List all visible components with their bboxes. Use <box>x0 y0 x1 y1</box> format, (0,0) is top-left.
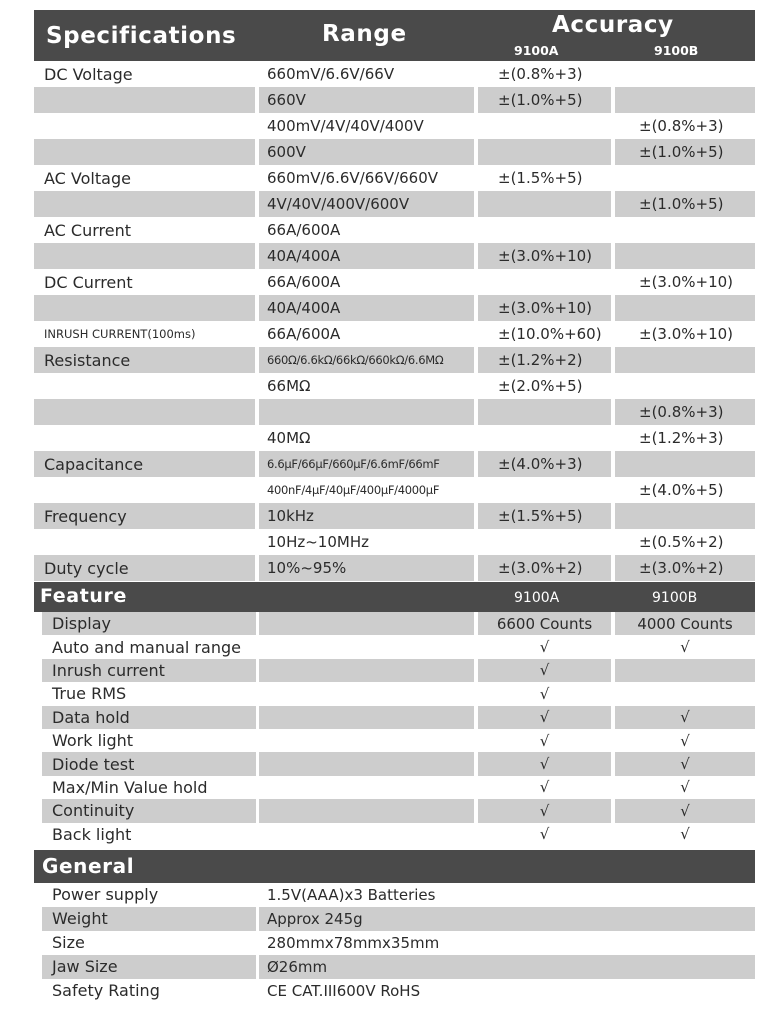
general-row <box>34 883 755 907</box>
spec-label <box>34 87 255 113</box>
feature-model-b: 9100B <box>652 590 698 606</box>
spec-range: 10kHz <box>259 503 474 529</box>
spec-label <box>34 295 255 321</box>
feature-heading: Feature <box>40 585 127 607</box>
accuracy-9100b <box>615 295 755 321</box>
accuracy-9100a <box>478 399 611 425</box>
model-b-heading: 9100B <box>654 43 699 58</box>
general-value: Approx 245g <box>259 907 755 931</box>
feature-row <box>34 776 755 799</box>
spec-row <box>34 61 755 87</box>
general-label: Weight <box>42 907 256 931</box>
accuracy-9100a: ±(1.0%+5) <box>478 87 611 113</box>
accuracy-9100b <box>615 503 755 529</box>
spec-table <box>34 61 755 581</box>
accuracy-9100a <box>478 477 611 503</box>
feature-9100b: √ <box>680 731 690 750</box>
accuracy-9100b: ±(1.0%+5) <box>615 139 755 165</box>
spec-row <box>34 217 755 243</box>
feature-label: Inrush current <box>42 659 256 682</box>
accuracy-9100b: ±(3.0%+10) <box>639 325 734 343</box>
accuracy-9100a: ±(0.8%+3) <box>498 65 583 83</box>
model-a-heading: 9100A <box>514 43 559 58</box>
spec-sheet <box>34 10 755 1003</box>
spec-row <box>34 321 755 347</box>
spec-row <box>34 295 755 321</box>
accuracy-9100a <box>478 269 611 295</box>
accuracy-9100b <box>615 451 755 477</box>
feature-row <box>34 823 755 846</box>
feature-row <box>34 612 755 635</box>
spec-row <box>34 477 755 503</box>
spec-range: 600V <box>259 139 474 165</box>
general-label: Jaw Size <box>42 955 256 979</box>
feature-9100a: √ <box>539 684 550 703</box>
spec-row <box>34 87 755 113</box>
spec-range: 660Ω/6.6kΩ/66kΩ/660kΩ/6.6MΩ <box>259 347 474 373</box>
feature-row <box>34 799 755 822</box>
accuracy-9100b <box>615 373 755 399</box>
accuracy-9100a <box>478 217 611 243</box>
spec-row <box>34 139 755 165</box>
accuracy-9100a: ±(3.0%+2) <box>478 555 611 581</box>
feature-row <box>34 659 755 682</box>
feature-9100a: √ <box>478 752 611 775</box>
accuracy-9100a: ±(3.0%+10) <box>478 243 611 269</box>
spec-label <box>34 529 255 555</box>
spec-label <box>34 243 255 269</box>
feature-9100b: √ <box>615 799 755 822</box>
feature-label: True RMS <box>52 684 127 704</box>
accuracy-9100b: ±(4.0%+5) <box>639 481 724 499</box>
spec-row <box>34 529 755 555</box>
feature-label: Work light <box>52 731 134 751</box>
spec-label <box>34 113 255 139</box>
feature-9100b: 4000 Counts <box>615 612 755 635</box>
spec-range: 66A/600A <box>267 221 341 239</box>
spec-row <box>34 399 755 425</box>
spec-row <box>34 165 755 191</box>
accuracy-9100a <box>478 191 611 217</box>
feature-spacer <box>259 635 474 658</box>
specifications-heading: Specifications <box>46 23 237 49</box>
spec-label <box>34 139 255 165</box>
accuracy-heading: Accuracy <box>552 12 674 38</box>
feature-9100b <box>615 659 755 682</box>
accuracy-9100b: ±(3.0%+2) <box>615 555 755 581</box>
spec-header <box>34 10 755 61</box>
spec-row <box>34 347 755 373</box>
feature-model-a: 9100A <box>514 590 560 606</box>
feature-9100a: √ <box>478 659 611 682</box>
general-row <box>34 979 755 1003</box>
feature-label: Max/Min Value hold <box>52 777 208 797</box>
general-row <box>34 955 755 979</box>
accuracy-9100a <box>478 425 611 451</box>
feature-9100b: √ <box>615 706 755 729</box>
spec-row <box>34 113 755 139</box>
feature-9100a: 6600 Counts <box>478 612 611 635</box>
accuracy-9100b <box>615 61 755 87</box>
accuracy-9100b: ±(0.8%+3) <box>615 399 755 425</box>
general-value: 1.5V(AAA)x3 Batteries <box>267 885 436 904</box>
accuracy-9100b: ±(1.0%+5) <box>615 191 755 217</box>
spec-range: 400mV/4V/40V/400V <box>267 117 424 135</box>
spec-row <box>34 503 755 529</box>
general-label: Size <box>52 933 85 953</box>
spec-range: 6.6μF/66μF/660μF/6.6mF/66mF <box>259 451 474 477</box>
feature-header <box>34 582 755 612</box>
spec-range: 10Hz~10MHz <box>267 533 369 551</box>
feature-9100a: √ <box>478 799 611 822</box>
general-table <box>34 883 755 1003</box>
feature-9100b: √ <box>680 638 690 657</box>
feature-row <box>34 706 755 729</box>
feature-label: Diode test <box>42 752 256 775</box>
spec-range: 660mV/6.6V/66V/660V <box>267 169 439 187</box>
accuracy-9100b <box>615 243 755 269</box>
spec-label <box>34 425 255 451</box>
spec-row <box>34 243 755 269</box>
accuracy-9100b <box>615 347 755 373</box>
feature-9100b: √ <box>680 825 690 844</box>
spec-label <box>34 373 255 399</box>
feature-spacer <box>259 776 474 799</box>
feature-spacer <box>259 612 474 635</box>
spec-label: AC Voltage <box>44 168 131 188</box>
spec-range <box>259 399 474 425</box>
feature-label: Data hold <box>42 706 256 729</box>
spec-label: INRUSH CURRENT(100ms) <box>44 327 196 341</box>
spec-row <box>34 373 755 399</box>
spec-row <box>34 191 755 217</box>
general-row <box>34 907 755 931</box>
feature-label: Auto and manual range <box>52 637 241 657</box>
accuracy-9100b: ±(3.0%+10) <box>639 273 734 291</box>
spec-range: 660mV/6.6V/66V <box>267 65 395 83</box>
feature-9100a: √ <box>539 825 550 844</box>
feature-9100b: √ <box>615 752 755 775</box>
spec-row <box>34 269 755 295</box>
spec-label <box>34 191 255 217</box>
general-row <box>34 931 755 955</box>
feature-row <box>34 752 755 775</box>
feature-9100b: √ <box>680 778 690 797</box>
feature-row <box>34 729 755 752</box>
general-heading: General <box>42 853 135 878</box>
spec-range: 40A/400A <box>259 243 474 269</box>
accuracy-9100b: ±(0.8%+3) <box>639 117 724 135</box>
spec-range: 66A/600A <box>267 273 341 291</box>
spec-range: 66A/600A <box>267 325 341 343</box>
accuracy-9100b <box>615 165 755 191</box>
spec-range: 40A/400A <box>259 295 474 321</box>
accuracy-9100a: ±(4.0%+3) <box>478 451 611 477</box>
accuracy-9100b: ±(0.5%+2) <box>639 533 724 551</box>
spec-range: 10%~95% <box>259 555 474 581</box>
spec-label: Capacitance <box>34 451 255 477</box>
feature-9100a: √ <box>478 706 611 729</box>
accuracy-9100b <box>615 217 755 243</box>
feature-spacer <box>259 823 474 846</box>
general-label: Safety Rating <box>52 981 160 1001</box>
general-label: Power supply <box>52 885 159 905</box>
spec-label: Frequency <box>34 503 255 529</box>
spec-label: AC Current <box>44 220 132 240</box>
spec-label: DC Voltage <box>44 64 133 84</box>
spec-range: 400nF/4μF/40μF/400μF/4000μF <box>267 483 440 497</box>
general-value: Ø26mm <box>259 955 755 979</box>
general-value: 280mmx78mmx35mm <box>267 933 440 952</box>
feature-row <box>34 682 755 705</box>
feature-spacer <box>259 682 474 705</box>
spec-range: 660V <box>259 87 474 113</box>
accuracy-9100a <box>478 529 611 555</box>
feature-row <box>34 635 755 658</box>
feature-9100a: √ <box>539 731 550 750</box>
general-header <box>34 850 755 883</box>
spec-row <box>34 425 755 451</box>
accuracy-9100a: ±(2.0%+5) <box>498 377 583 395</box>
spec-range: 4V/40V/400V/600V <box>259 191 474 217</box>
feature-spacer <box>259 659 474 682</box>
accuracy-9100b: ±(1.2%+3) <box>639 429 724 447</box>
feature-spacer <box>259 729 474 752</box>
accuracy-9100a: ±(3.0%+10) <box>478 295 611 321</box>
spec-label: Resistance <box>34 347 255 373</box>
feature-9100a: √ <box>539 638 550 657</box>
feature-spacer <box>259 752 474 775</box>
accuracy-9100a: ±(1.5%+5) <box>478 503 611 529</box>
spec-range: 40MΩ <box>267 429 311 447</box>
spec-label <box>34 477 255 503</box>
spec-row <box>34 451 755 477</box>
feature-label: Continuity <box>42 799 256 822</box>
feature-9100a: √ <box>539 778 550 797</box>
spec-row <box>34 555 755 581</box>
accuracy-9100a: ±(1.5%+5) <box>498 169 583 187</box>
accuracy-9100a: ±(10.0%+60) <box>498 325 602 343</box>
general-value: CE CAT.III600V RoHS <box>267 981 421 1000</box>
feature-spacer <box>259 799 474 822</box>
feature-label: Display <box>42 612 256 635</box>
spec-label <box>34 399 255 425</box>
accuracy-9100a: ±(1.2%+2) <box>478 347 611 373</box>
spec-range: 66MΩ <box>267 377 311 395</box>
range-heading: Range <box>322 21 407 47</box>
spec-label: Duty cycle <box>34 555 255 581</box>
accuracy-9100a <box>478 113 611 139</box>
accuracy-9100b <box>615 87 755 113</box>
feature-9100b <box>615 682 755 705</box>
feature-spacer <box>259 706 474 729</box>
feature-table <box>34 612 755 846</box>
spec-label: DC Current <box>44 272 133 292</box>
feature-label: Back light <box>52 824 132 844</box>
accuracy-9100a <box>478 139 611 165</box>
